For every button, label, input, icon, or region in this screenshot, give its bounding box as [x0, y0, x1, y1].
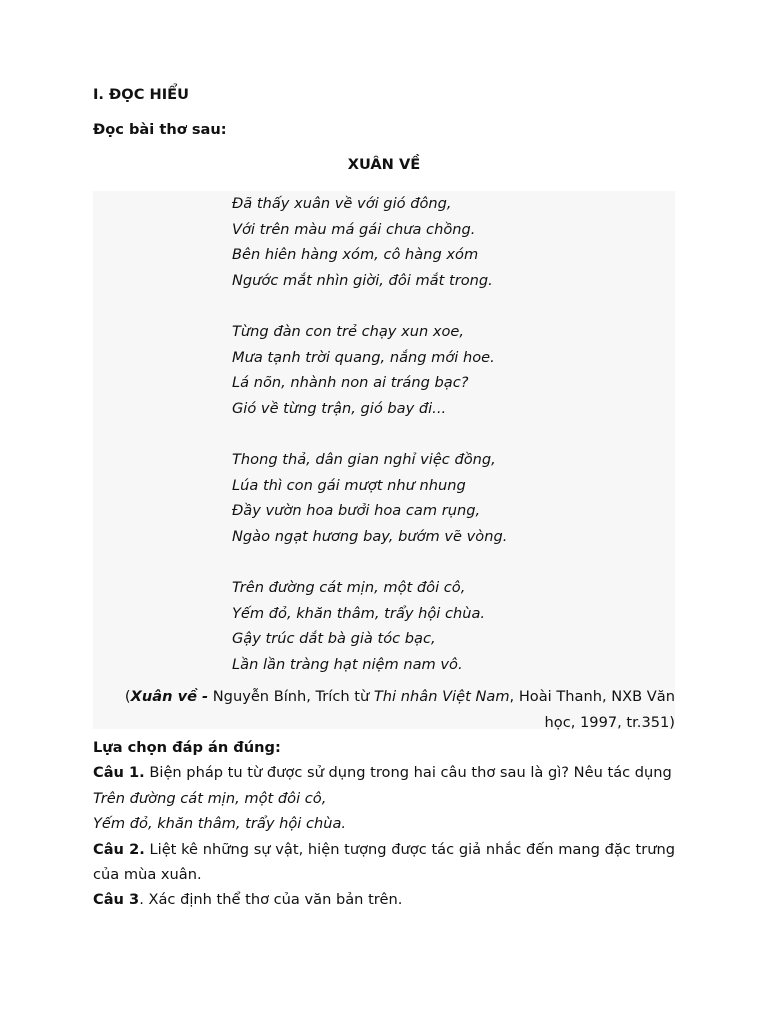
stanza-gap [232, 549, 507, 575]
source-book: Thi nhân Việt Nam [373, 688, 510, 705]
poem-source [93, 684, 675, 736]
question-1-quote-line: Trên đường cát mịn, một đôi cô, [93, 789, 327, 807]
question-2-text: Liệt kê những sự vật, hiện tượng được tác giả nhắc đến mang đặc trưng của mùa xuân. [93, 840, 676, 884]
source-title: Xuân về - [130, 688, 209, 705]
stanza-gap [232, 293, 507, 319]
poem-title: XUÂN VỀ [347, 156, 421, 173]
question-3-text: . Xác định thể thơ của văn bản trên. [139, 891, 403, 909]
poem-line: Gió về từng trận, gió bay đi... [232, 399, 447, 417]
poem-line: Bên hiên hàng xóm, cô hàng xóm [232, 246, 479, 264]
poem-line: Đầy vườn hoa bưởi hoa cam rụng, [232, 502, 481, 520]
questions-section [93, 735, 675, 913]
question-1 [93, 760, 675, 785]
poem-line: Gậy trúc dắt bà già tóc bạc, [232, 630, 436, 648]
question-1-quote-line: Yếm đỏ, khăn thâm, trẩy hội chùa. [93, 815, 347, 833]
poem-line: Từng đàn con trẻ chạy xun xoe, [232, 322, 465, 340]
poem-line: Trên đường cát mịn, một đôi cô, [232, 578, 466, 596]
intro-text: Đọc bài thơ sau: [93, 121, 227, 138]
poem-line: Lá nõn, nhành non ai tráng bạc? [232, 374, 469, 392]
poem-line: Ngào ngạt hương bay, bướm vẽ vòng. [232, 527, 508, 545]
poem-line: Yếm đỏ, khăn thâm, trẩy hội chùa. [232, 604, 486, 622]
poem-line: Lúa thì con gái mượt như nhung [232, 476, 466, 494]
poem-line: Lần lần tràng hạt niệm nam vô. [232, 655, 463, 673]
poem-box [93, 191, 675, 729]
poem-line: Thong thả, dân gian nghỉ việc đồng, [232, 450, 496, 468]
question-2 [93, 837, 675, 888]
question-1-text: Biện pháp tu từ được sử dụng trong hai câu thơ sau là gì? Nêu tác dụng [144, 764, 672, 782]
poem-body [232, 191, 507, 677]
poem-line: Đã thấy xuân về với gió đông, [232, 195, 452, 212]
question-1-label: Câu 1. [93, 764, 145, 782]
poem-line: Mưa tạnh trời quang, nắng mới hoe. [232, 348, 495, 366]
question-2-label: Câu 2. [93, 840, 145, 858]
question-3 [93, 887, 675, 912]
questions-instruction: Lựa chọn đáp án đúng: [93, 739, 281, 756]
poem-line: Ngước mắt nhìn giời, đôi mắt trong. [232, 271, 493, 289]
source-publisher: , Hoài Thanh, NXB Văn học, 1997, tr.351) [509, 688, 675, 731]
poem-line: Với trên màu má gái chưa chồng. [232, 220, 476, 238]
section-heading: I. ĐỌC HIỂU [93, 86, 189, 103]
question-3-label: Câu 3 [93, 891, 140, 909]
source-paren: ( [124, 688, 131, 705]
source-text: Nguyễn Bính, Trích từ [208, 688, 374, 705]
stanza-gap [232, 421, 507, 447]
